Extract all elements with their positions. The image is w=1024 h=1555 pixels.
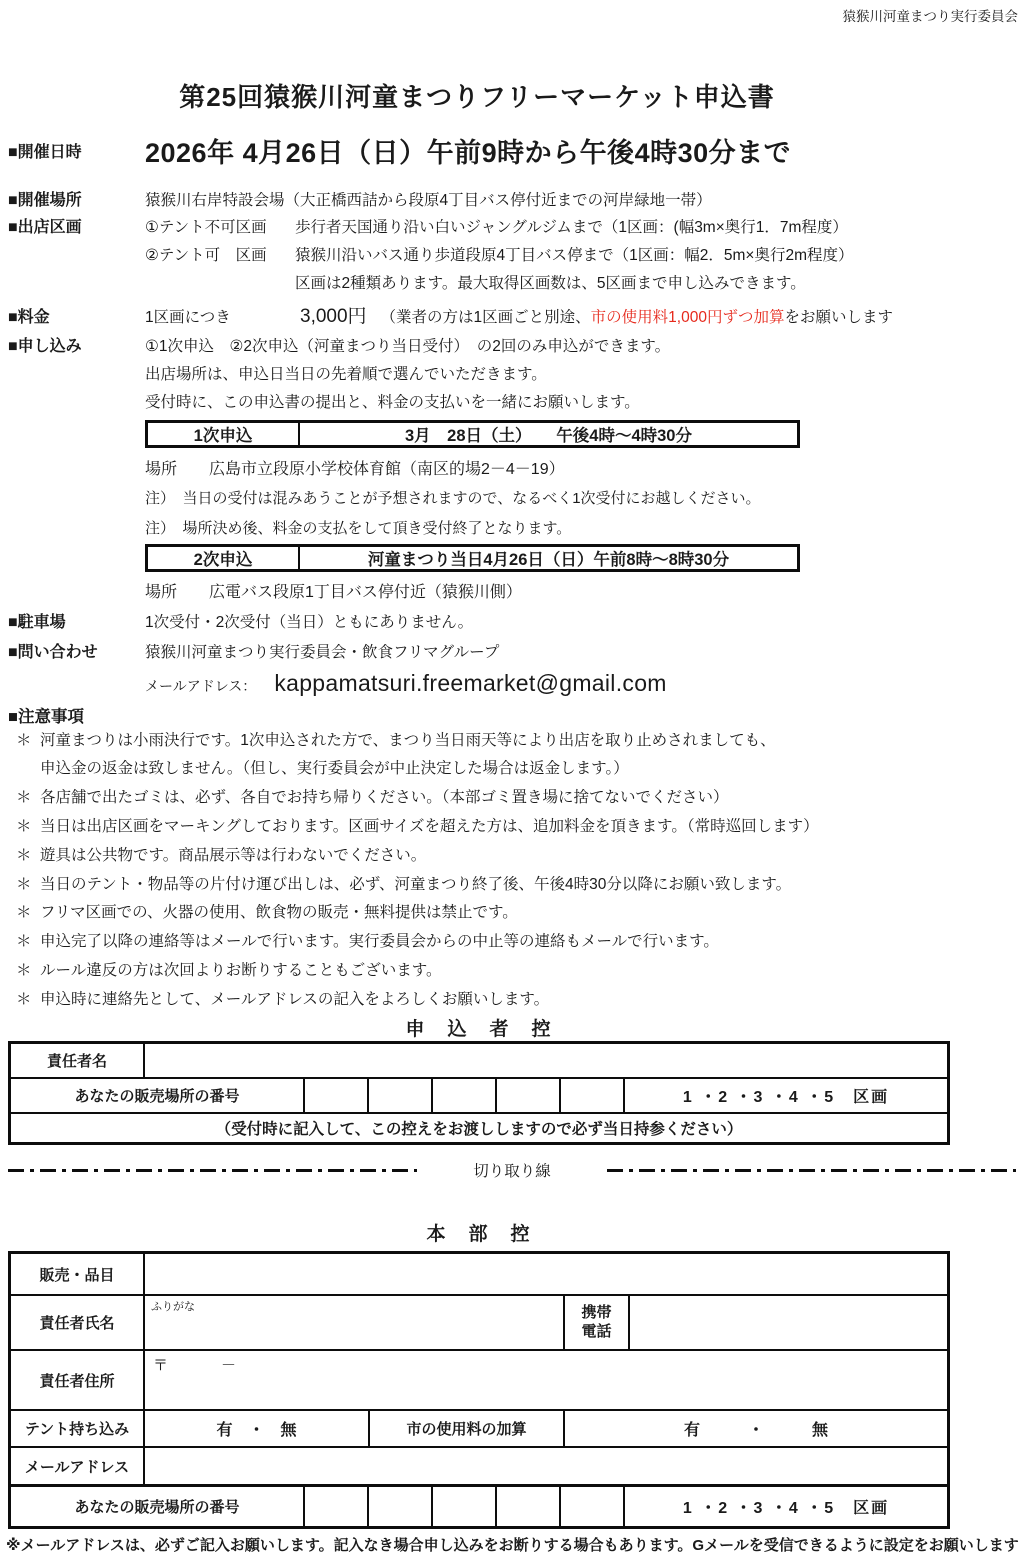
hq-address-row [11, 1349, 947, 1409]
hq-number-cell-3 [431, 1487, 495, 1526]
applicant-number-cell-2 [367, 1079, 431, 1112]
hq-items-label: 販売・品目 [39, 1266, 115, 1284]
note-item [16, 928, 1024, 957]
fee-unit: 1区画につき [145, 309, 231, 327]
hq-name-label: 責任者氏名 [39, 1315, 115, 1333]
parking-label: ■駐車場 [8, 613, 66, 631]
document-title: 第25回猿猴川河童まつりフリーマーケット申込書 [179, 82, 775, 112]
cut-line [8, 1159, 1016, 1181]
booth-line-2 [145, 242, 853, 270]
hq-number-label: あなたの販売場所の番号 [74, 1499, 240, 1517]
hq-name-row [11, 1294, 947, 1349]
hq-tent-options: 有 ・ 無 [143, 1411, 368, 1446]
second-application-place: 場所 広電バス段原1丁目バス停付近（猿猴川側） [145, 583, 522, 601]
hq-city-fee-options: 有 ・ 無 [563, 1411, 947, 1446]
note-text: フリマ区画での、火器の使用、飲食物の販売・無料提供は禁止です。 [40, 904, 518, 922]
booth-line-1-head: ①テント不可区画 [145, 219, 267, 237]
applicant-copy-note: （受付時に記入して、この控えをお渡ししますので必ず当日持参ください） [215, 1121, 743, 1139]
applicant-manager-label: 責任者名 [46, 1053, 107, 1071]
note-text: ルール違反の方は次回よりお断りすることもございます。 [40, 961, 442, 979]
event-datetime-row [8, 131, 1024, 170]
first-application-schedule: 3月 28日（土） 午後4時～4時30分 [405, 426, 692, 445]
note-star [16, 755, 40, 784]
note-text: 河童まつりは小雨決行です。1次申込された方で、まつり当日雨天等により出店を取り止めされましても、 [40, 731, 776, 749]
notes-list [0, 727, 1024, 1015]
hq-city-fee-label: 市の使用料の加算 [368, 1411, 563, 1446]
note-text: 遊具は公共物です。商品展示等は行わないでください。 [40, 846, 427, 864]
contact-label: ■問い合わせ [8, 643, 98, 661]
second-application-schedule: 河童まつり当日4月26日（日）午前8時～8時30分 [367, 550, 730, 569]
applicant-number-row [11, 1077, 947, 1112]
applicant-number-label: あなたの販売場所の番号 [74, 1088, 240, 1106]
cut-line-right [607, 1169, 1016, 1172]
parking-row [8, 609, 1024, 632]
hq-number-cell-5 [559, 1487, 623, 1526]
hq-address-label: 責任者住所 [39, 1372, 115, 1390]
hq-email-field [143, 1448, 947, 1484]
booth-line-1-body: 歩行者天国通り沿い白いジャングルジムまで（1区画：(幅3m×奥行1．7m程度） [295, 219, 848, 237]
application-line-1: ①1次申込 ②2次申込（河童まつり当日受付） の2回のみ申込ができます。 [145, 338, 671, 356]
hq-copy-table [8, 1251, 950, 1529]
contact-row [8, 639, 1024, 662]
note-text: 当日は出店区画をマーキングしております。区画サイズを超えた方は、追加料金を頂きます。（常時巡回します） [40, 817, 819, 835]
fee-note-prefix: （業者の方は1区画ごと別途、 [380, 309, 591, 327]
note-text: 各店舗で出たゴミは、必ず、各自でお持ち帰りください。（本部ゴミ置き場に捨てないでください） [40, 789, 729, 807]
hq-items-field [143, 1254, 947, 1294]
first-application-name: 1次申込 [148, 423, 300, 445]
notes-heading: ■注意事項 [8, 707, 84, 726]
booth-line-2-body: 猿猴川沿いバス通り歩道段原4丁目バス停まで（1区画：幅2．5m×奥行2m程度） [295, 247, 854, 265]
note-star: ＊ [16, 789, 32, 807]
note-text: 申込金の返金は致しません。（但し、実行委員会が中止決定した場合は返金します。） [40, 760, 629, 778]
note-text: 申込時に連絡先として、メールアドレスの記入をよろしくお願いします。 [40, 990, 550, 1008]
applicant-number-cell-3 [431, 1079, 495, 1112]
booth-lines [145, 214, 853, 298]
note-item [16, 813, 1024, 842]
applicant-manager-row [11, 1044, 947, 1077]
hq-address-field [143, 1351, 947, 1409]
hq-items-row [11, 1254, 947, 1294]
hq-furigana-label: ふりがな [151, 1301, 195, 1314]
event-place-row [8, 187, 1024, 210]
footer-note: ※メールアドレスは、必ずご記入お願いします。記入なき場合申し込みをお断りする場合もあります。Gメールを受信できるように設定をお願いします [6, 1537, 1019, 1555]
fee-label: ■料金 [8, 309, 50, 327]
note-item [16, 727, 1024, 756]
second-application-name: 2次申込 [148, 547, 300, 569]
hq-phone-label-line2: 電話 [581, 1322, 612, 1340]
hq-phone-label-line1: 携帯 [581, 1304, 612, 1322]
first-application-note-2: 注） 場所決め後、料金の支払をして頂き受付終了となります。 [145, 519, 572, 537]
hq-email-label: メールアドレス [24, 1458, 130, 1476]
fee-line [145, 301, 893, 328]
hq-phone-field [628, 1296, 947, 1349]
contact-email-label: メールアドレス： [145, 677, 257, 694]
hq-blocks-label: 1 ・2 ・3 ・4 ・5 区画 [623, 1487, 947, 1526]
note-star: ＊ [16, 961, 32, 979]
hq-postal-mark: 〒 － [153, 1357, 239, 1375]
note-item [16, 871, 1024, 900]
note-star: ＊ [16, 904, 32, 922]
note-star: ＊ [16, 817, 32, 835]
fee-note-suffix: をお願いします [784, 309, 893, 327]
committee-header: 猿猴川河童まつり実行委員会 [842, 9, 1018, 24]
hq-copy-title: 本 部 控 [426, 1224, 532, 1246]
note-star: ＊ [16, 846, 32, 864]
contact-email-row [145, 670, 1024, 697]
booth-line-2-head: ②テント可 区画 [145, 247, 267, 265]
first-application-note-1: 注） 当日の受付は混みあうことが予想されますので、なるべく1次受付にお越しください。 [145, 489, 761, 507]
hq-tent-row [11, 1409, 947, 1446]
contact-value: 猿猴川河童まつり実行委員会・飲食フリマグループ [145, 643, 500, 661]
application-section-row [8, 333, 1024, 416]
fee-row [8, 301, 1024, 328]
applicant-copy-title: 申 込 者 控 [405, 1019, 553, 1041]
note-star: ＊ [16, 875, 32, 893]
hq-number-cell-1 [303, 1487, 367, 1526]
application-section-label: ■申し込み [8, 338, 82, 356]
event-place-label: ■開催場所 [8, 192, 82, 210]
applicant-copy-note-row [11, 1112, 947, 1142]
note-star: ＊ [16, 933, 32, 951]
note-item [16, 899, 1024, 928]
hq-name-field [143, 1296, 563, 1349]
hq-phone-label [563, 1296, 628, 1349]
second-application-table [145, 544, 800, 572]
note-text: 申込完了以降の連絡等はメールで行います。実行委員会からの中止等の連絡もメールで行います。 [40, 933, 719, 951]
applicant-copy-table [8, 1041, 950, 1145]
cut-line-label: 切り取り線 [473, 1163, 551, 1181]
booth-section-row [8, 214, 1024, 298]
applicant-blocks-label: 1 ・2 ・3 ・4 ・5 区画 [623, 1079, 947, 1112]
event-datetime-label: ■開催日時 [8, 144, 82, 162]
booth-section-label: ■出店区画 [8, 219, 82, 237]
first-application-place: 場所 広島市立段原小学校体育館（南区的場2－4－19） [145, 460, 565, 478]
note-item [16, 957, 1024, 986]
note-star: ＊ [16, 731, 32, 749]
note-text: 当日のテント・物品等の片付け運び出しは、必ず、河童まつり終了後、午後4時30分以降にお願い致します。 [40, 875, 792, 893]
hq-number-cell-2 [367, 1487, 431, 1526]
applicant-manager-field [143, 1044, 947, 1077]
hq-email-row [11, 1446, 947, 1484]
application-lines [145, 333, 670, 416]
contact-email-value: kappamatsuri.freemarket@gmail.com [274, 669, 667, 696]
application-line-3: 受付時に、この申込書の提出と、料金の支払いを一緒にお願いします。 [145, 393, 640, 411]
applicant-number-cell-1 [303, 1079, 367, 1112]
hq-number-cell-4 [495, 1487, 559, 1526]
applicant-number-cell-5 [559, 1079, 623, 1112]
first-application-table [145, 420, 800, 448]
fee-note [381, 305, 893, 327]
cut-line-left [8, 1169, 417, 1172]
note-item [16, 842, 1024, 871]
booth-line-1 [145, 214, 853, 242]
note-star: ＊ [16, 990, 32, 1008]
hq-tent-label: テント持ち込み [24, 1421, 130, 1439]
note-item [16, 755, 1024, 784]
event-datetime-value: 2026年 4月26日（日）午前9時から午後4時30分まで [145, 138, 792, 169]
booth-line-3: 区画は2種類あります。最大取得区画数は、5区画まで申し込みできます。 [295, 275, 806, 293]
fee-price: 3,000円 [300, 306, 367, 328]
note-item [16, 784, 1024, 813]
note-item [16, 986, 1024, 1015]
hq-number-row [11, 1484, 947, 1526]
application-line-2: 出店場所は、申込日当日の先着順で選んでいただきます。 [145, 366, 547, 384]
applicant-number-cell-4 [495, 1079, 559, 1112]
fee-note-red: 市の使用料1,000円ずつ加算 [590, 309, 785, 327]
event-place-value: 猿猴川右岸特設会場（大正橋西詰から段原4丁目バス停付近までの河岸緑地一帯） [145, 192, 712, 210]
parking-value: 1次受付・2次受付（当日）ともにありません。 [145, 613, 474, 631]
